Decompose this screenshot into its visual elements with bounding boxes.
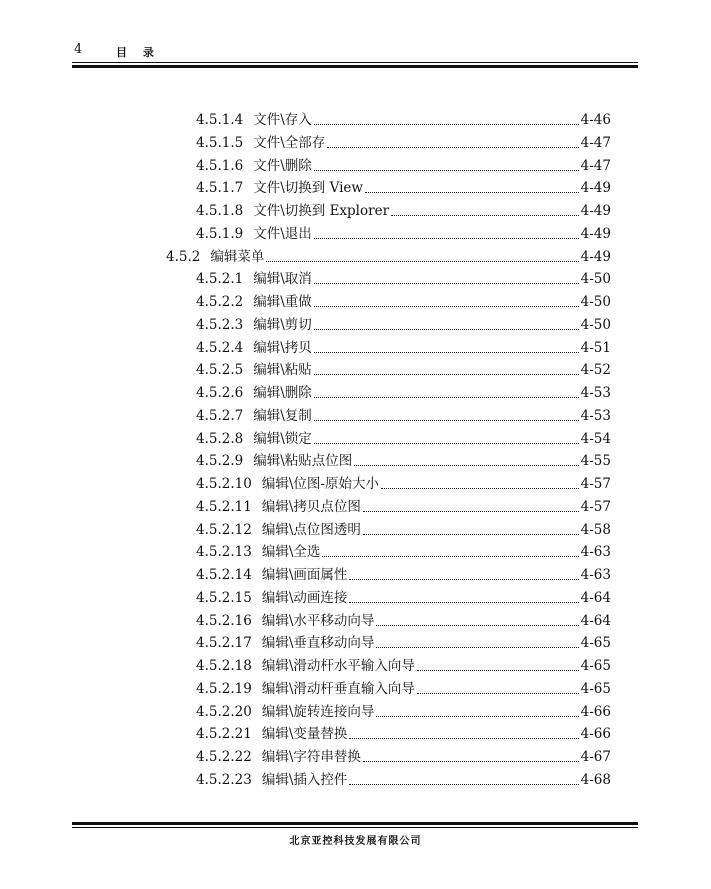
toc-page-number: 4-49	[580, 180, 611, 197]
toc-title: 编辑\重做	[253, 294, 312, 310]
toc-entry	[196, 518, 611, 538]
toc-number: 4.5.2.5	[196, 362, 244, 379]
toc-leader-dots	[381, 487, 579, 489]
toc-number: 4.5.2.6	[196, 385, 244, 401]
toc-page-number: 4-50	[580, 271, 611, 288]
toc-entry	[196, 563, 611, 583]
toc-leader-dots	[376, 624, 578, 626]
toc-title: 文件\存入	[253, 112, 312, 128]
toc-page-number: 4-51	[580, 339, 611, 356]
toc-title: 文件\切换到 Explorer	[253, 203, 390, 219]
toc-leader-dots	[391, 214, 579, 216]
toc-number: 4.5.2.8	[196, 430, 244, 447]
toc-number: 4.5.1.6	[196, 157, 244, 174]
toc-title: 编辑\插入控件	[261, 771, 348, 788]
toc-entry	[196, 131, 611, 151]
toc-title: 编辑\字符串替换	[261, 749, 361, 765]
toc-page-number: 4-53	[580, 407, 611, 424]
toc-title: 编辑\变量替换	[261, 726, 348, 743]
toc-entry	[196, 222, 611, 242]
toc-title: 文件\删除	[253, 157, 312, 174]
toc-page-number: 4-57	[580, 498, 611, 515]
toc-leader-dots	[349, 737, 578, 739]
toc-number: 4.5.2	[166, 248, 201, 265]
toc-leader-dots	[314, 305, 579, 307]
toc-leader-dots	[314, 442, 579, 444]
toc-title: 编辑\剪切	[253, 316, 312, 333]
toc-leader-dots	[354, 464, 578, 466]
toc-number: 4.5.2.17	[196, 635, 252, 652]
toc-title: 编辑\粘贴点位图	[253, 453, 353, 470]
toc-page-number: 4-54	[580, 430, 611, 447]
toc-page-number: 4-50	[580, 316, 611, 333]
toc-entry	[196, 336, 611, 356]
toc-number: 4.5.2.18	[196, 658, 252, 674]
toc-number: 4.5.2.21	[196, 726, 252, 743]
toc-leader-dots	[314, 396, 579, 398]
toc-page-number: 4-66	[580, 726, 611, 743]
toc-leader-dots	[349, 601, 578, 603]
toc-leader-dots	[363, 533, 579, 535]
toc-number: 4.5.1.5	[196, 134, 244, 151]
toc-page-number: 4-50	[580, 294, 611, 310]
toc-number: 4.5.1.7	[196, 180, 244, 197]
toc-leader-dots	[365, 191, 579, 193]
toc-page-number: 4-65	[580, 680, 611, 697]
toc-leader-dots	[363, 510, 579, 512]
toc-title: 编辑\复制	[253, 407, 312, 424]
toc-entry	[196, 404, 611, 424]
toc-title: 编辑\旋转连接向导	[261, 703, 375, 720]
toc-entry	[196, 199, 611, 219]
toc-number: 4.5.1.9	[196, 225, 244, 242]
toc-leader-dots	[314, 169, 579, 171]
toc-title: 编辑\锁定	[253, 430, 312, 447]
toc-title: 编辑\位图-原始大小	[261, 476, 379, 492]
toc-entry	[196, 540, 611, 560]
toc-number: 4.5.2.22	[196, 749, 252, 765]
toc-entry	[166, 245, 611, 265]
toc-number: 4.5.2.20	[196, 703, 252, 720]
toc-entry	[196, 700, 611, 720]
toc-entry	[196, 472, 611, 492]
toc-number: 4.5.1.4	[196, 112, 244, 128]
toc-page-number: 4-68	[580, 771, 611, 788]
toc-number: 4.5.2.14	[196, 567, 252, 583]
toc-number: 4.5.2.12	[196, 521, 252, 538]
toc-leader-dots	[322, 555, 578, 557]
toc-leader-dots	[314, 351, 579, 353]
toc-entry	[196, 313, 611, 333]
toc-number: 4.5.2.23	[196, 771, 252, 788]
toc-page-number: 4-49	[580, 203, 611, 219]
toc-leader-dots	[314, 237, 579, 239]
footer-company: 北京亚控科技发展有限公司	[289, 836, 422, 847]
toc-entry	[196, 154, 611, 174]
toc-page-number: 4-53	[580, 385, 611, 401]
toc-entry	[196, 631, 611, 651]
toc-title: 编辑\拷贝点位图	[261, 498, 361, 515]
toc-title: 文件\退出	[253, 225, 312, 242]
toc-page-number: 4-49	[580, 248, 611, 265]
toc-number: 4.5.2.1	[196, 271, 244, 288]
toc-title: 编辑\滑动杆水平输入向导	[261, 658, 415, 674]
toc-leader-dots	[376, 715, 578, 717]
page-number: 4	[74, 42, 83, 57]
toc-entry	[196, 381, 611, 401]
toc-number: 4.5.2.3	[196, 316, 244, 333]
toc-title: 文件\全部存	[253, 134, 326, 151]
toc-page-number: 4-65	[580, 658, 611, 674]
toc-title: 编辑\删除	[253, 385, 312, 401]
toc-entry	[196, 586, 611, 606]
toc-leader-dots	[417, 692, 579, 694]
toc-title: 编辑\粘贴	[253, 362, 312, 379]
toc-leader-dots	[327, 146, 578, 148]
toc-number: 4.5.2.9	[196, 453, 244, 470]
toc-page-number: 4-49	[580, 225, 611, 242]
toc-page-number: 4-64	[580, 612, 611, 629]
toc-page-number: 4-57	[580, 476, 611, 492]
toc-page-number: 4-63	[580, 567, 611, 583]
toc-entry	[196, 449, 611, 469]
toc-leader-dots	[314, 419, 579, 421]
header-title: 目 录	[116, 46, 160, 59]
toc-number: 4.5.1.8	[196, 203, 244, 219]
toc-entry	[196, 108, 611, 128]
toc-entry	[196, 677, 611, 697]
toc-title: 编辑\拷贝	[253, 339, 312, 356]
toc-page-number: 4-46	[580, 112, 611, 128]
toc-number: 4.5.2.2	[196, 294, 244, 310]
toc-title: 编辑\滑动杆垂直输入向导	[261, 680, 415, 697]
toc-title: 编辑\动画连接	[261, 589, 348, 606]
toc-title: 编辑\点位图透明	[261, 521, 361, 538]
toc-number: 4.5.2.16	[196, 612, 252, 629]
toc-title: 编辑\垂直移动向导	[261, 635, 375, 652]
toc-entry	[196, 427, 611, 447]
toc-entry	[196, 176, 611, 196]
toc-entry	[196, 358, 611, 378]
toc-title: 编辑\水平移动向导	[261, 612, 375, 629]
toc-leader-dots	[314, 123, 579, 125]
header-rule-thin	[72, 62, 638, 63]
toc-page-number: 4-67	[580, 749, 611, 765]
toc-number: 4.5.2.11	[196, 498, 252, 515]
toc-title: 文件\切换到 View	[253, 180, 363, 197]
toc-leader-dots	[349, 578, 578, 580]
toc-leader-dots	[376, 646, 578, 648]
toc-number: 4.5.2.19	[196, 680, 252, 697]
toc-entry	[196, 722, 611, 742]
toc-leader-dots	[266, 260, 578, 262]
toc-number: 4.5.2.10	[196, 476, 252, 492]
toc-entry	[196, 654, 611, 674]
toc-number: 4.5.2.4	[196, 339, 244, 356]
toc-leader-dots	[314, 373, 579, 375]
toc-page-number: 4-58	[580, 521, 611, 538]
toc-number: 4.5.2.15	[196, 589, 252, 606]
toc-page-number: 4-66	[580, 703, 611, 720]
toc-entry	[196, 745, 611, 765]
toc-leader-dots	[314, 328, 579, 330]
header-rule-thick	[72, 65, 638, 68]
toc-leader-dots	[417, 669, 579, 671]
toc-leader-dots	[314, 282, 579, 284]
toc-entry	[196, 290, 611, 310]
toc-page-number: 4-47	[580, 157, 611, 174]
toc-number: 4.5.2.7	[196, 407, 244, 424]
toc-entry	[196, 609, 611, 629]
toc-entry	[196, 768, 611, 788]
toc-leader-dots	[363, 760, 579, 762]
toc-page-number: 4-55	[580, 453, 611, 470]
toc-title: 编辑\取消	[253, 271, 312, 288]
toc-page-number: 4-47	[580, 134, 611, 151]
toc-page-number: 4-64	[580, 589, 611, 606]
toc-page-number: 4-65	[580, 635, 611, 652]
toc-entry	[196, 267, 611, 287]
toc-title: 编辑\全选	[261, 544, 321, 561]
toc-entry	[196, 495, 611, 515]
toc-title: 编辑菜单	[210, 248, 265, 265]
toc-page-number: 4-52	[580, 362, 611, 379]
footer-rule-thin	[72, 827, 638, 828]
toc-leader-dots	[349, 783, 578, 785]
footer-rule-thick	[72, 822, 638, 825]
toc-number: 4.5.2.13	[196, 544, 252, 561]
toc-title: 编辑\画面属性	[261, 567, 348, 583]
toc-page-number: 4-63	[580, 544, 611, 561]
